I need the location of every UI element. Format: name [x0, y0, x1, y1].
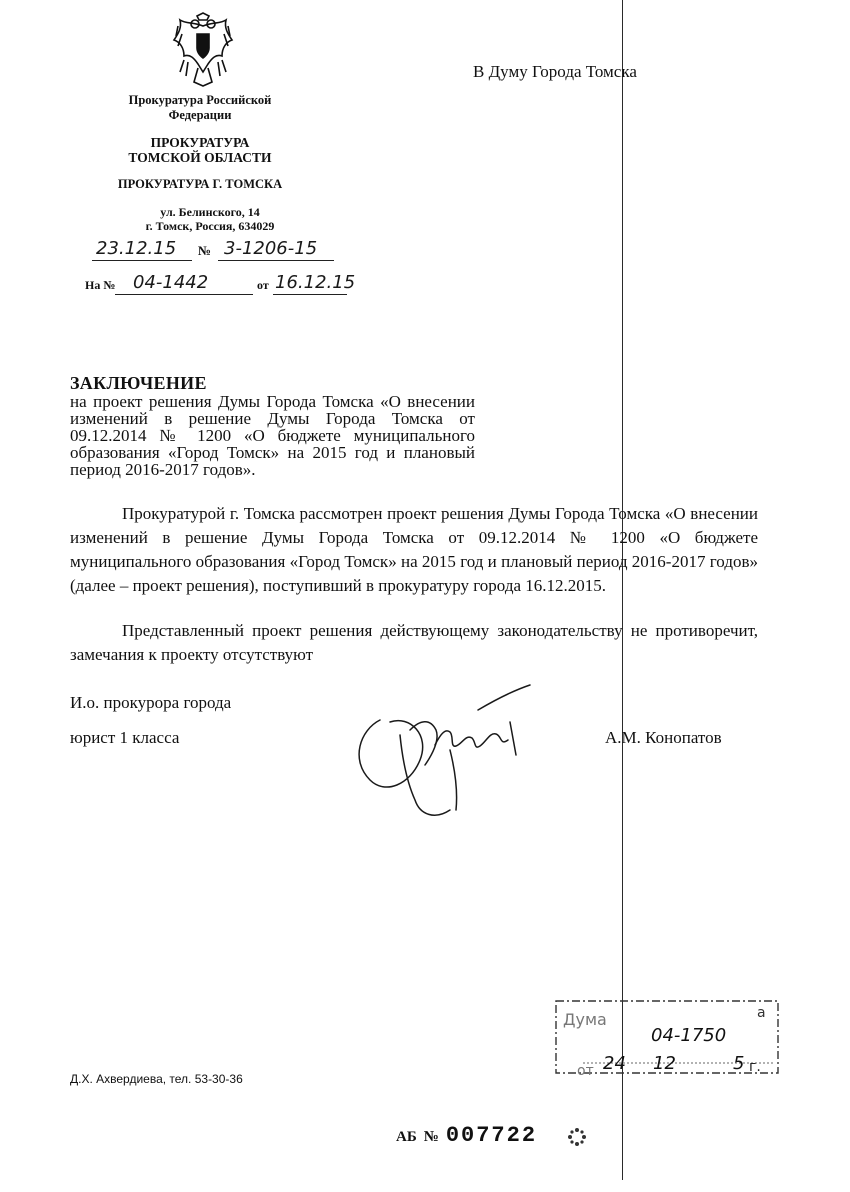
address — [105, 205, 315, 233]
signer-position: И.о. прокурора города — [70, 693, 232, 712]
form-serial — [396, 1123, 537, 1148]
stamp-year: 5 — [733, 1053, 745, 1074]
stamp-number: 04-1750 — [651, 1025, 727, 1046]
in-reply-date: 16.12.15 — [275, 272, 356, 293]
coat-of-arms-emblem — [170, 12, 236, 88]
address-line2: г. Томск, Россия, 634029 — [145, 219, 275, 233]
outgoing-date: 23.12.15 — [96, 238, 177, 259]
in-reply-date-label: от — [257, 278, 269, 292]
regional-office-line2: ТОМСКОЙ ОБЛАСТИ — [128, 150, 272, 165]
form-serial-number-label: № — [423, 1129, 439, 1145]
stamp-title-suffix: а — [757, 1005, 766, 1021]
org-name-line1: Прокуратура Российской — [128, 93, 272, 107]
in-reply-number: 04-1442 — [133, 272, 209, 293]
executor-contact: Д.Х. Ахвердиева, тел. 53-30-36 — [70, 1072, 243, 1086]
stamp-month: 12 — [653, 1053, 676, 1074]
org-name-line2: Федерации — [168, 108, 232, 122]
form-serial-number: 007722 — [445, 1123, 538, 1148]
handwritten-signature — [340, 660, 540, 830]
outgoing-number: 3-1206-15 — [224, 238, 318, 259]
stamp-date-prefix: от — [577, 1063, 594, 1077]
in-reply-label: На № — [85, 278, 116, 292]
outgoing-number-label: № — [198, 243, 212, 258]
org-name — [95, 93, 305, 123]
body-paragraph-2: Представленный проект решения действующему законодательству не противоречит, замечания к проекту отсутствуют — [70, 621, 758, 664]
body-paragraph-1: Прокуратурой г. Томска рассмотрен проект решения Думы Города Томска «О внесении изменений в решение Думы Города Томска от 09.12.2014 № 1200 «О бюджете муниципального образования «Город Томск» на 2015 год и плановый период 2016-2017 годов» (далее – проект решения), поступивший в прокуратуру города 16.12.2015. — [70, 504, 758, 595]
city-office: ПРОКУРАТУРА Г. ТОМСКА — [117, 177, 283, 191]
outgoing-reference — [92, 238, 337, 264]
snowflake-ornament-icon — [566, 1126, 588, 1148]
stamp-day: 24 — [603, 1053, 626, 1074]
recipient: В Думу Города Томска — [473, 62, 637, 81]
form-serial-series: АБ — [396, 1129, 417, 1145]
address-line1: ул. Белинского, 14 — [160, 205, 260, 219]
in-reply-reference — [85, 272, 356, 298]
signer-name: А.М. Конопатов — [605, 728, 722, 747]
stamp-title: Дума — [563, 1010, 607, 1029]
regional-office — [95, 135, 305, 165]
stamp-year-unit: г. — [749, 1059, 761, 1075]
registration-stamp — [553, 995, 781, 1077]
signer-rank: юрист 1 класса — [70, 728, 180, 747]
document-subject: на проект решения Думы Города Томска «О внесении изменений в решение Думы Города Томска от 09.12.2014 № 1200 «О бюджете муниципального образования «Город Томск» на 2015 год и плановый период 2016-2017 годов». — [70, 392, 475, 479]
regional-office-line1: ПРОКУРАТУРА — [150, 135, 250, 150]
document-title: ЗАКЛЮЧЕНИЕ — [70, 373, 207, 393]
